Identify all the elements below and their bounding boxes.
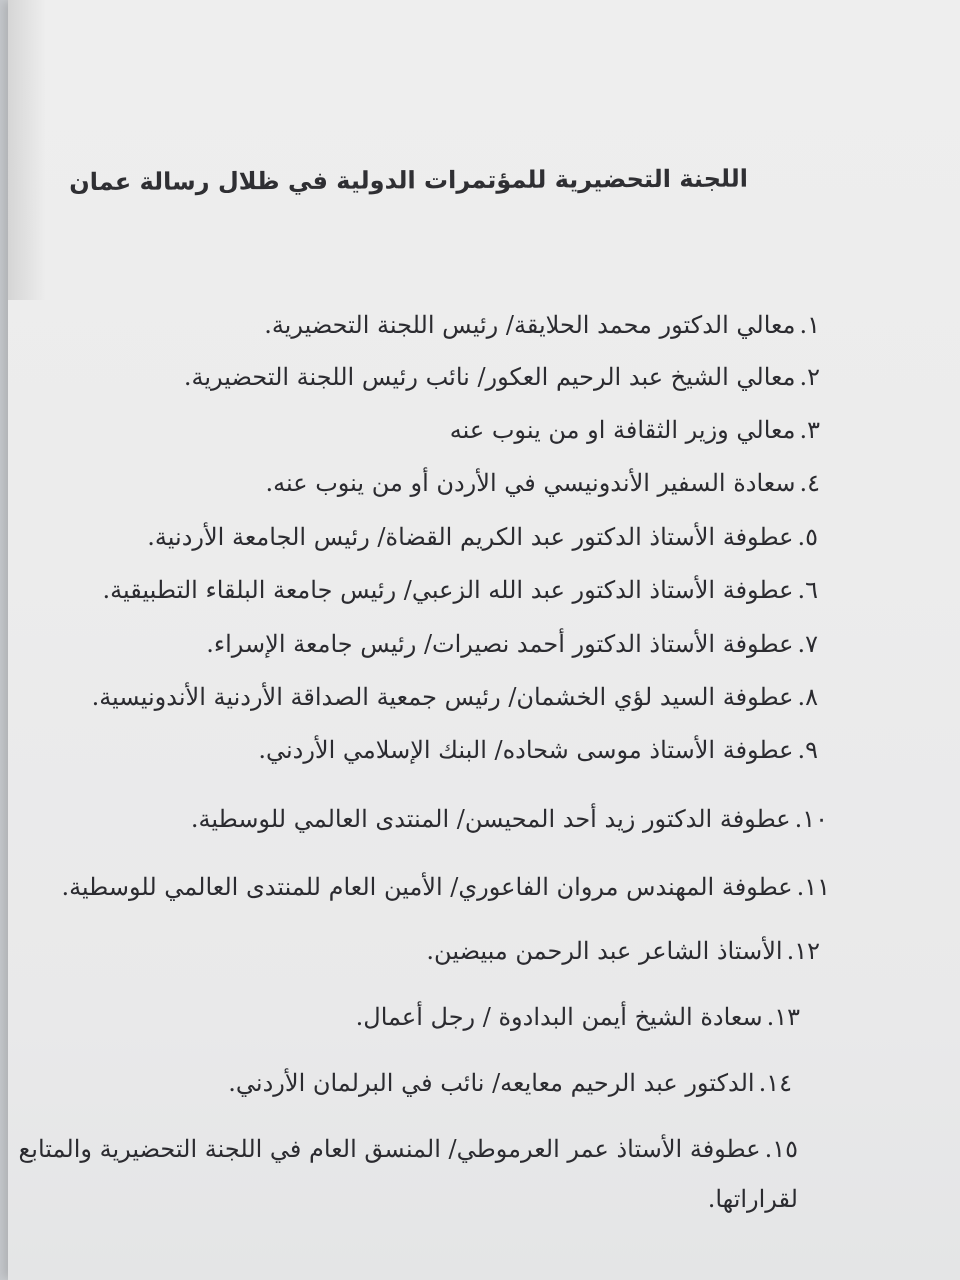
list-item-number: ٣.: [799, 416, 820, 444]
list-item-1: [264, 308, 820, 342]
list-item-number: ٥.: [797, 523, 818, 551]
paper-sheet: [8, 0, 960, 1280]
list-item-number: ٨.: [797, 683, 818, 711]
list-item-2: [184, 360, 820, 394]
list-item-number: ١٤.: [758, 1069, 792, 1097]
list-item-6: [103, 573, 818, 607]
list-item-12: [426, 934, 820, 968]
list-item-number: ١٢.: [786, 937, 820, 965]
list-item-7: [206, 627, 818, 661]
list-item-5: [147, 520, 818, 554]
list-item-text: عطوفة الأستاذ موسى شحاده/ البنك الإسلامي الأردني.: [258, 736, 794, 764]
list-item-number: ١٥.: [764, 1135, 798, 1163]
list-item-text: معالي وزير الثقافة او من ينوب عنه: [449, 416, 796, 444]
list-item-number: ٦.: [797, 576, 818, 604]
list-item-number: ١.: [799, 311, 820, 339]
list-item-number: ١١.: [796, 873, 830, 901]
list-item-10: [191, 802, 828, 836]
list-item-number: ٧.: [797, 630, 818, 658]
list-item-number: ٤.: [799, 469, 820, 497]
list-item-8: [92, 680, 818, 714]
list-item-14: [228, 1066, 792, 1100]
list-item-text: عطوفة الدكتور زيد أحد المحيسن/ المنتدى العالمي للوسطية.: [190, 805, 791, 833]
list-item-text: الدكتور عبد الرحيم معايعه/ نائب في البرلمان الأردني.: [228, 1069, 755, 1097]
list-item-text: عطوفة الأستاذ عمر العرموطي/ المنسق العام في اللجنة التحضيرية والمتابع لقراراتها.: [18, 1135, 798, 1213]
list-item-number: ٩.: [797, 736, 818, 764]
list-item-text: الأستاذ الشاعر عبد الرحمن مبيضين.: [426, 937, 783, 965]
list-item-text: عطوفة الأستاذ الدكتور عبد الله الزعبي/ رئيس جامعة البلقاء التطبيقية.: [102, 576, 794, 604]
list-item-text: معالي الشيخ عبد الرحيم العكور/ نائب رئيس اللجنة التحضيرية.: [183, 363, 796, 391]
document-title: اللجنة التحضيرية للمؤتمرات الدولية في ظلال رسالة عمان: [69, 164, 749, 197]
list-item-number: ١٣.: [766, 1003, 800, 1031]
list-item-text: سعادة السفير الأندونيسي في الأردن أو من ينوب عنه.: [265, 469, 796, 497]
list-item-13: [356, 1000, 800, 1034]
list-item-11: [61, 870, 830, 904]
list-item-text: عطوفة السيد لؤي الخشمان/ رئيس جمعية الصداقة الأردنية الأندونيسية.: [91, 683, 794, 711]
list-item-text: سعادة الشيخ أيمن البدادوة / رجل أعمال.: [355, 1003, 763, 1031]
list-item-text: عطوفة المهندس مروان الفاعوري/ الأمين العام للمنتدى العالمي للوسطية.: [61, 873, 793, 901]
list-item-9: [258, 733, 818, 767]
list-item-4: [266, 466, 821, 500]
list-item-15: [18, 1124, 798, 1224]
list-item-3: [450, 413, 820, 447]
list-item-text: معالي الدكتور محمد الحلايقة/ رئيس اللجنة التحضيرية.: [264, 311, 796, 339]
list-item-text: عطوفة الأستاذ الدكتور عبد الكريم القضاة/ رئيس الجامعة الأردنية.: [147, 523, 794, 551]
list-item-number: ١٠.: [794, 805, 828, 833]
list-item-text: عطوفة الأستاذ الدكتور أحمد نصيرات/ رئيس جامعة الإسراء.: [206, 630, 794, 658]
paper-fold-shadow: [8, 0, 46, 300]
list-item-number: ٢.: [799, 363, 820, 391]
